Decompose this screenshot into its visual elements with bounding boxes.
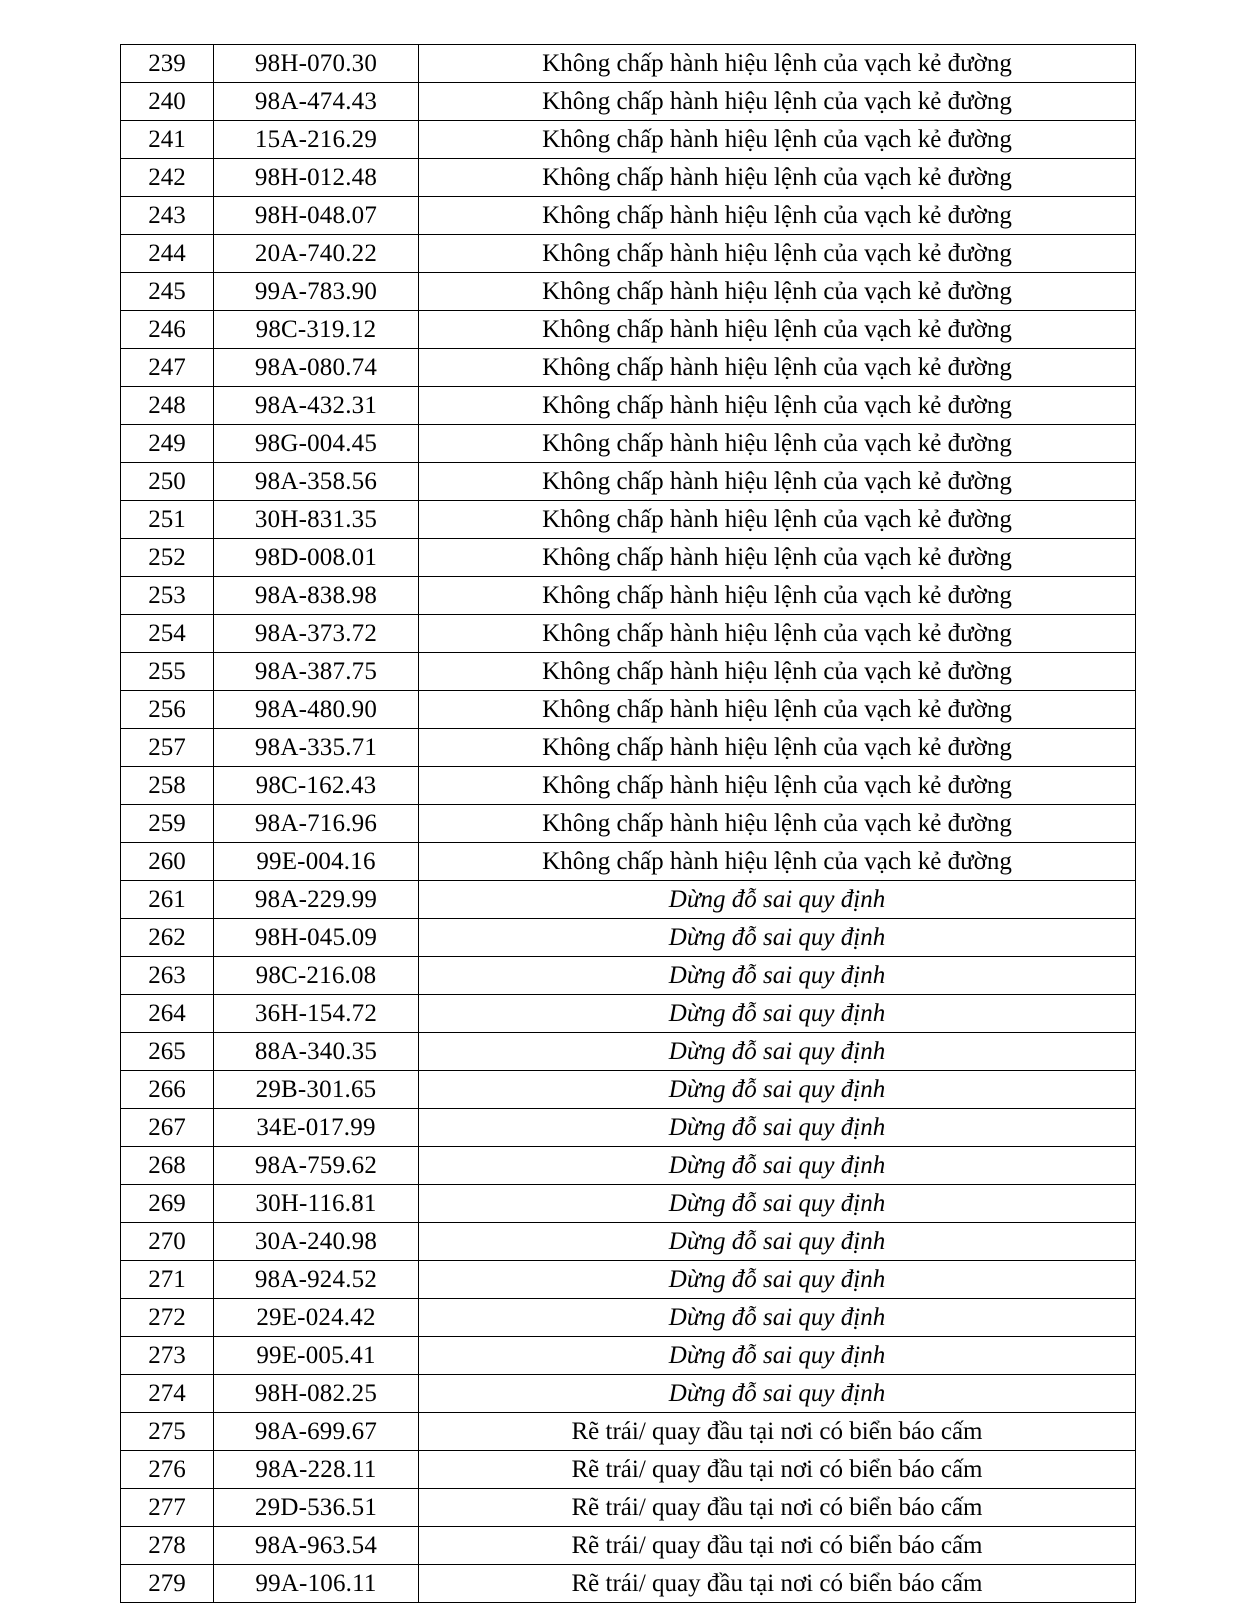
cell-index: 270 (121, 1223, 214, 1261)
cell-violation-description: Không chấp hành hiệu lệnh của vạch kẻ đường (419, 425, 1136, 463)
cell-index: 239 (121, 45, 214, 83)
table-row (121, 235, 1136, 273)
table-row (121, 121, 1136, 159)
cell-plate-number: 98A-480.90 (214, 691, 419, 729)
table-row (121, 1375, 1136, 1413)
cell-violation-description: Dừng đỗ sai quy định (419, 1337, 1136, 1375)
table-row (121, 1527, 1136, 1565)
cell-violation-description: Dừng đỗ sai quy định (419, 1185, 1136, 1223)
table-row (121, 1337, 1136, 1375)
table-row (121, 1033, 1136, 1071)
violations-table (120, 44, 1136, 1603)
cell-index: 271 (121, 1261, 214, 1299)
table-row (121, 691, 1136, 729)
cell-plate-number: 36H-154.72 (214, 995, 419, 1033)
cell-plate-number: 98D-008.01 (214, 539, 419, 577)
cell-index: 261 (121, 881, 214, 919)
table-row (121, 1413, 1136, 1451)
cell-index: 258 (121, 767, 214, 805)
violations-table-body (121, 45, 1136, 1603)
cell-violation-description: Không chấp hành hiệu lệnh của vạch kẻ đường (419, 273, 1136, 311)
cell-index: 253 (121, 577, 214, 615)
cell-plate-number: 98A-432.31 (214, 387, 419, 425)
table-row (121, 843, 1136, 881)
cell-index: 260 (121, 843, 214, 881)
cell-plate-number: 29D-536.51 (214, 1489, 419, 1527)
cell-index: 246 (121, 311, 214, 349)
cell-plate-number: 99E-005.41 (214, 1337, 419, 1375)
cell-index: 266 (121, 1071, 214, 1109)
cell-violation-description: Rẽ trái/ quay đầu tại nơi có biển báo cấm (419, 1451, 1136, 1489)
cell-plate-number: 98C-216.08 (214, 957, 419, 995)
cell-index: 262 (121, 919, 214, 957)
cell-violation-description: Không chấp hành hiệu lệnh của vạch kẻ đường (419, 501, 1136, 539)
table-row (121, 995, 1136, 1033)
cell-index: 257 (121, 729, 214, 767)
cell-violation-description: Không chấp hành hiệu lệnh của vạch kẻ đường (419, 843, 1136, 881)
cell-plate-number: 88A-340.35 (214, 1033, 419, 1071)
cell-plate-number: 98C-319.12 (214, 311, 419, 349)
cell-index: 251 (121, 501, 214, 539)
cell-plate-number: 98C-162.43 (214, 767, 419, 805)
cell-plate-number: 99A-106.11 (214, 1565, 419, 1603)
cell-plate-number: 98H-012.48 (214, 159, 419, 197)
table-row (121, 1223, 1136, 1261)
table-row (121, 349, 1136, 387)
cell-plate-number: 98A-924.52 (214, 1261, 419, 1299)
cell-plate-number: 98A-080.74 (214, 349, 419, 387)
cell-violation-description: Không chấp hành hiệu lệnh của vạch kẻ đường (419, 311, 1136, 349)
cell-index: 250 (121, 463, 214, 501)
cell-violation-description: Không chấp hành hiệu lệnh của vạch kẻ đường (419, 463, 1136, 501)
cell-index: 252 (121, 539, 214, 577)
table-row (121, 615, 1136, 653)
table-row (121, 767, 1136, 805)
cell-plate-number: 98A-228.11 (214, 1451, 419, 1489)
cell-index: 269 (121, 1185, 214, 1223)
cell-violation-description: Không chấp hành hiệu lệnh của vạch kẻ đường (419, 577, 1136, 615)
cell-plate-number: 98A-474.43 (214, 83, 419, 121)
cell-plate-number: 98A-699.67 (214, 1413, 419, 1451)
cell-plate-number: 98A-387.75 (214, 653, 419, 691)
cell-violation-description: Dừng đỗ sai quy định (419, 1299, 1136, 1337)
cell-violation-description: Dừng đỗ sai quy định (419, 995, 1136, 1033)
cell-index: 279 (121, 1565, 214, 1603)
cell-index: 249 (121, 425, 214, 463)
cell-plate-number: 98A-373.72 (214, 615, 419, 653)
table-row (121, 805, 1136, 843)
cell-violation-description: Không chấp hành hiệu lệnh của vạch kẻ đường (419, 653, 1136, 691)
cell-plate-number: 29B-301.65 (214, 1071, 419, 1109)
cell-plate-number: 98H-070.30 (214, 45, 419, 83)
table-row (121, 919, 1136, 957)
cell-violation-description: Dừng đỗ sai quy định (419, 1033, 1136, 1071)
table-row (121, 273, 1136, 311)
cell-plate-number: 98A-963.54 (214, 1527, 419, 1565)
cell-violation-description: Không chấp hành hiệu lệnh của vạch kẻ đường (419, 387, 1136, 425)
cell-violation-description: Không chấp hành hiệu lệnh của vạch kẻ đường (419, 159, 1136, 197)
cell-index: 259 (121, 805, 214, 843)
cell-plate-number: 98A-358.56 (214, 463, 419, 501)
cell-violation-description: Rẽ trái/ quay đầu tại nơi có biển báo cấm (419, 1413, 1136, 1451)
cell-plate-number: 30H-116.81 (214, 1185, 419, 1223)
cell-violation-description: Không chấp hành hiệu lệnh của vạch kẻ đường (419, 767, 1136, 805)
cell-index: 264 (121, 995, 214, 1033)
cell-index: 255 (121, 653, 214, 691)
cell-violation-description: Không chấp hành hiệu lệnh của vạch kẻ đường (419, 729, 1136, 767)
table-row (121, 1071, 1136, 1109)
cell-violation-description: Rẽ trái/ quay đầu tại nơi có biển báo cấm (419, 1489, 1136, 1527)
table-row (121, 83, 1136, 121)
table-row (121, 45, 1136, 83)
cell-index: 265 (121, 1033, 214, 1071)
cell-index: 243 (121, 197, 214, 235)
table-row (121, 957, 1136, 995)
cell-violation-description: Không chấp hành hiệu lệnh của vạch kẻ đường (419, 805, 1136, 843)
cell-index: 273 (121, 1337, 214, 1375)
table-row (121, 653, 1136, 691)
cell-index: 278 (121, 1527, 214, 1565)
cell-index: 268 (121, 1147, 214, 1185)
cell-plate-number: 98H-082.25 (214, 1375, 419, 1413)
cell-index: 277 (121, 1489, 214, 1527)
table-row (121, 729, 1136, 767)
table-row (121, 1451, 1136, 1489)
cell-violation-description: Dừng đỗ sai quy định (419, 1147, 1136, 1185)
cell-plate-number: 99A-783.90 (214, 273, 419, 311)
table-row (121, 501, 1136, 539)
cell-index: 245 (121, 273, 214, 311)
cell-plate-number: 98H-045.09 (214, 919, 419, 957)
cell-plate-number: 34E-017.99 (214, 1109, 419, 1147)
cell-index: 274 (121, 1375, 214, 1413)
cell-plate-number: 30A-240.98 (214, 1223, 419, 1261)
table-row (121, 463, 1136, 501)
cell-index: 244 (121, 235, 214, 273)
cell-violation-description: Dừng đỗ sai quy định (419, 881, 1136, 919)
cell-plate-number: 15A-216.29 (214, 121, 419, 159)
table-row (121, 1109, 1136, 1147)
table-row (121, 1489, 1136, 1527)
cell-index: 256 (121, 691, 214, 729)
cell-plate-number: 20A-740.22 (214, 235, 419, 273)
cell-violation-description: Không chấp hành hiệu lệnh của vạch kẻ đường (419, 83, 1136, 121)
cell-index: 272 (121, 1299, 214, 1337)
cell-plate-number: 98H-048.07 (214, 197, 419, 235)
cell-index: 275 (121, 1413, 214, 1451)
cell-violation-description: Dừng đỗ sai quy định (419, 919, 1136, 957)
cell-violation-description: Không chấp hành hiệu lệnh của vạch kẻ đường (419, 349, 1136, 387)
cell-plate-number: 30H-831.35 (214, 501, 419, 539)
cell-violation-description: Không chấp hành hiệu lệnh của vạch kẻ đường (419, 539, 1136, 577)
cell-index: 254 (121, 615, 214, 653)
table-row (121, 425, 1136, 463)
cell-violation-description: Dừng đỗ sai quy định (419, 1071, 1136, 1109)
table-row (121, 197, 1136, 235)
table-row (121, 577, 1136, 615)
cell-index: 240 (121, 83, 214, 121)
table-row (121, 1261, 1136, 1299)
cell-plate-number: 98A-838.98 (214, 577, 419, 615)
table-row (121, 311, 1136, 349)
cell-index: 241 (121, 121, 214, 159)
cell-index: 267 (121, 1109, 214, 1147)
cell-violation-description: Không chấp hành hiệu lệnh của vạch kẻ đường (419, 197, 1136, 235)
cell-index: 276 (121, 1451, 214, 1489)
cell-plate-number: 98A-335.71 (214, 729, 419, 767)
cell-plate-number: 98A-759.62 (214, 1147, 419, 1185)
cell-violation-description: Dừng đỗ sai quy định (419, 1223, 1136, 1261)
cell-violation-description: Rẽ trái/ quay đầu tại nơi có biển báo cấm (419, 1527, 1136, 1565)
cell-violation-description: Dừng đỗ sai quy định (419, 1261, 1136, 1299)
table-row (121, 387, 1136, 425)
cell-violation-description: Không chấp hành hiệu lệnh của vạch kẻ đường (419, 235, 1136, 273)
cell-violation-description: Dừng đỗ sai quy định (419, 1375, 1136, 1413)
cell-index: 248 (121, 387, 214, 425)
table-row (121, 881, 1136, 919)
cell-plate-number: 98G-004.45 (214, 425, 419, 463)
cell-violation-description: Không chấp hành hiệu lệnh của vạch kẻ đường (419, 615, 1136, 653)
cell-violation-description: Dừng đỗ sai quy định (419, 1109, 1136, 1147)
cell-index: 242 (121, 159, 214, 197)
cell-plate-number: 29E-024.42 (214, 1299, 419, 1337)
table-row (121, 1147, 1136, 1185)
cell-plate-number: 98A-716.96 (214, 805, 419, 843)
table-row (121, 1185, 1136, 1223)
table-row (121, 1565, 1136, 1603)
table-row (121, 159, 1136, 197)
cell-violation-description: Không chấp hành hiệu lệnh của vạch kẻ đường (419, 45, 1136, 83)
cell-violation-description: Dừng đỗ sai quy định (419, 957, 1136, 995)
table-row (121, 539, 1136, 577)
cell-plate-number: 99E-004.16 (214, 843, 419, 881)
cell-index: 263 (121, 957, 214, 995)
cell-violation-description: Rẽ trái/ quay đầu tại nơi có biển báo cấm (419, 1565, 1136, 1603)
cell-index: 247 (121, 349, 214, 387)
cell-violation-description: Không chấp hành hiệu lệnh của vạch kẻ đường (419, 691, 1136, 729)
cell-violation-description: Không chấp hành hiệu lệnh của vạch kẻ đường (419, 121, 1136, 159)
cell-plate-number: 98A-229.99 (214, 881, 419, 919)
table-row (121, 1299, 1136, 1337)
